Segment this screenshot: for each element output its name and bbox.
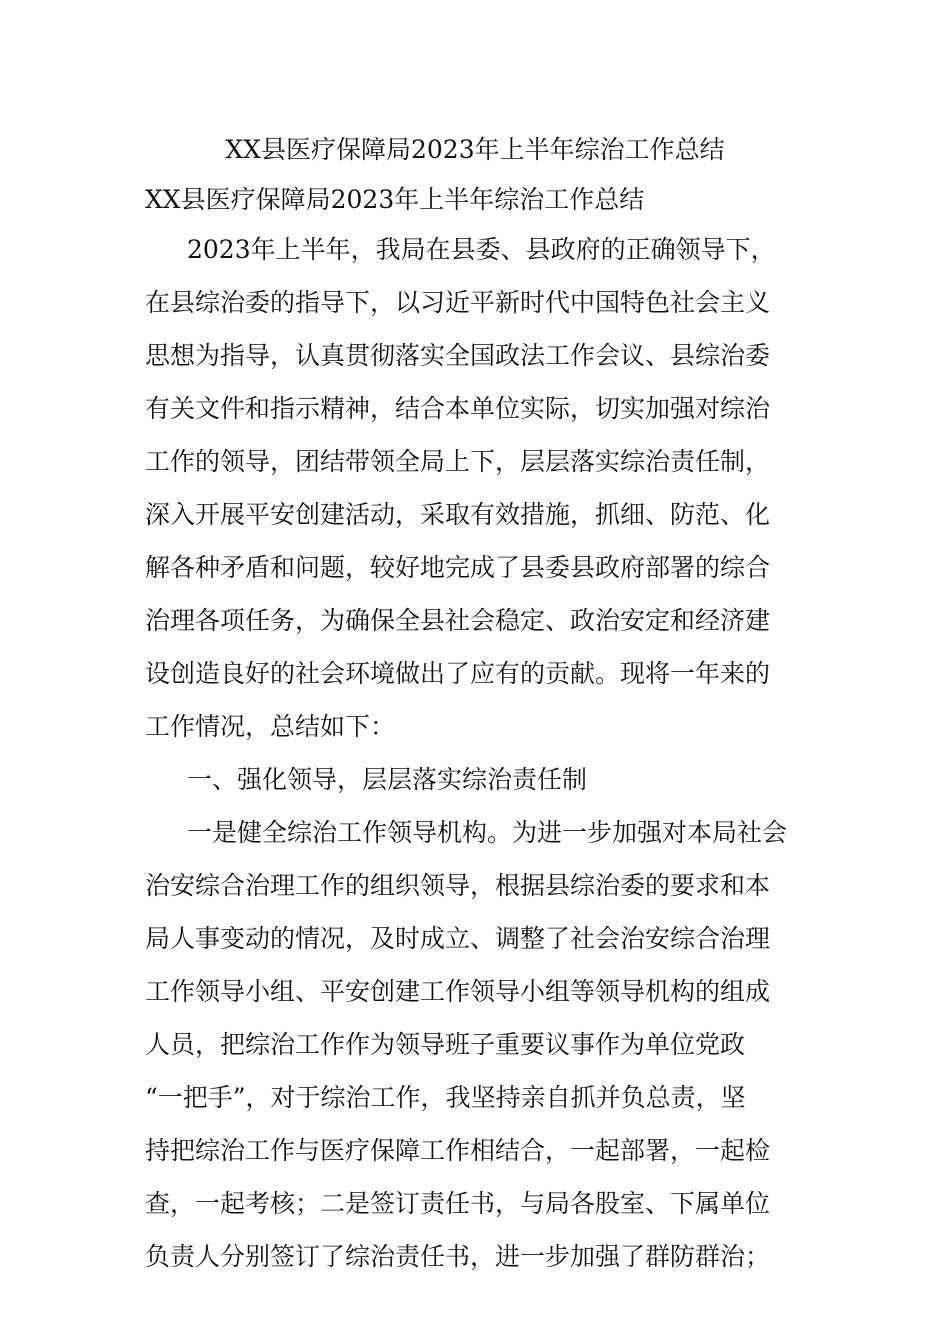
paragraph-line: 深入开展平安创建活动，采取有效措施，抓细、防范、化 [145, 500, 771, 529]
paragraph-line: 2023年上半年，我局在县委、县政府的正确领导下， [187, 235, 776, 264]
paragraph-line: 负责人分别签订了综治责任书，进一步加强了群防群治； [145, 1242, 771, 1271]
paragraph-line: “一把手”，对于综治工作，我坚持亲自抓并负总责，坚 [145, 1083, 746, 1112]
paragraph-line: 思想为指导，认真贯彻落实全国政法工作会议、县综治委 [145, 341, 771, 370]
section-heading: 一、强化领导，层层落实综治责任制 [187, 765, 588, 794]
paragraph-line: 局人事变动的情况，及时成立、调整了社会治安综合治理 [145, 924, 771, 953]
paragraph-line: 在县综治委的指导下，以习近平新时代中国特色社会主义 [145, 288, 771, 317]
paragraph-line: 有关文件和指示精神，结合本单位实际，切实加强对综治 [145, 394, 771, 423]
document-title: XX县医疗保障局2023年上半年综治工作总结 [225, 135, 725, 164]
paragraph-line: 一是健全综治工作领导机构。为进一步加强对本局社会 [187, 818, 788, 847]
paragraph-line: 解各种矛盾和问题，较好地完成了县委县政府部署的综合 [145, 553, 771, 582]
paragraph-line: 治安综合治理工作的组织领导，根据县综治委的要求和本 [145, 871, 771, 900]
paragraph-line: 工作的领导，团结带领全局上下，层层落实综治责任制， [145, 447, 771, 476]
paragraph-line: 设创造良好的社会环境做出了应有的贡献。现将一年来的 [145, 659, 771, 688]
paragraph-line: 工作领导小组、平安创建工作领导小组等领导机构的组成 [145, 977, 771, 1006]
document-body [145, 230, 810, 1290]
document-subtitle: XX县医疗保障局2023年上半年综治工作总结 [145, 185, 645, 214]
paragraph-line: 查，一起考核；二是签订责任书，与局各股室、下属单位 [145, 1189, 771, 1218]
paragraph-line: 人员，把综治工作作为领导班子重要议事作为单位党政 [145, 1030, 746, 1059]
paragraph-line: 治理各项任务，为确保全县社会稳定、政治安定和经济建 [145, 606, 771, 635]
paragraph-line: 持把综治工作与医疗保障工作相结合，一起部署，一起检 [145, 1136, 771, 1165]
paragraph-line: 工作情况，总结如下： [145, 712, 396, 741]
